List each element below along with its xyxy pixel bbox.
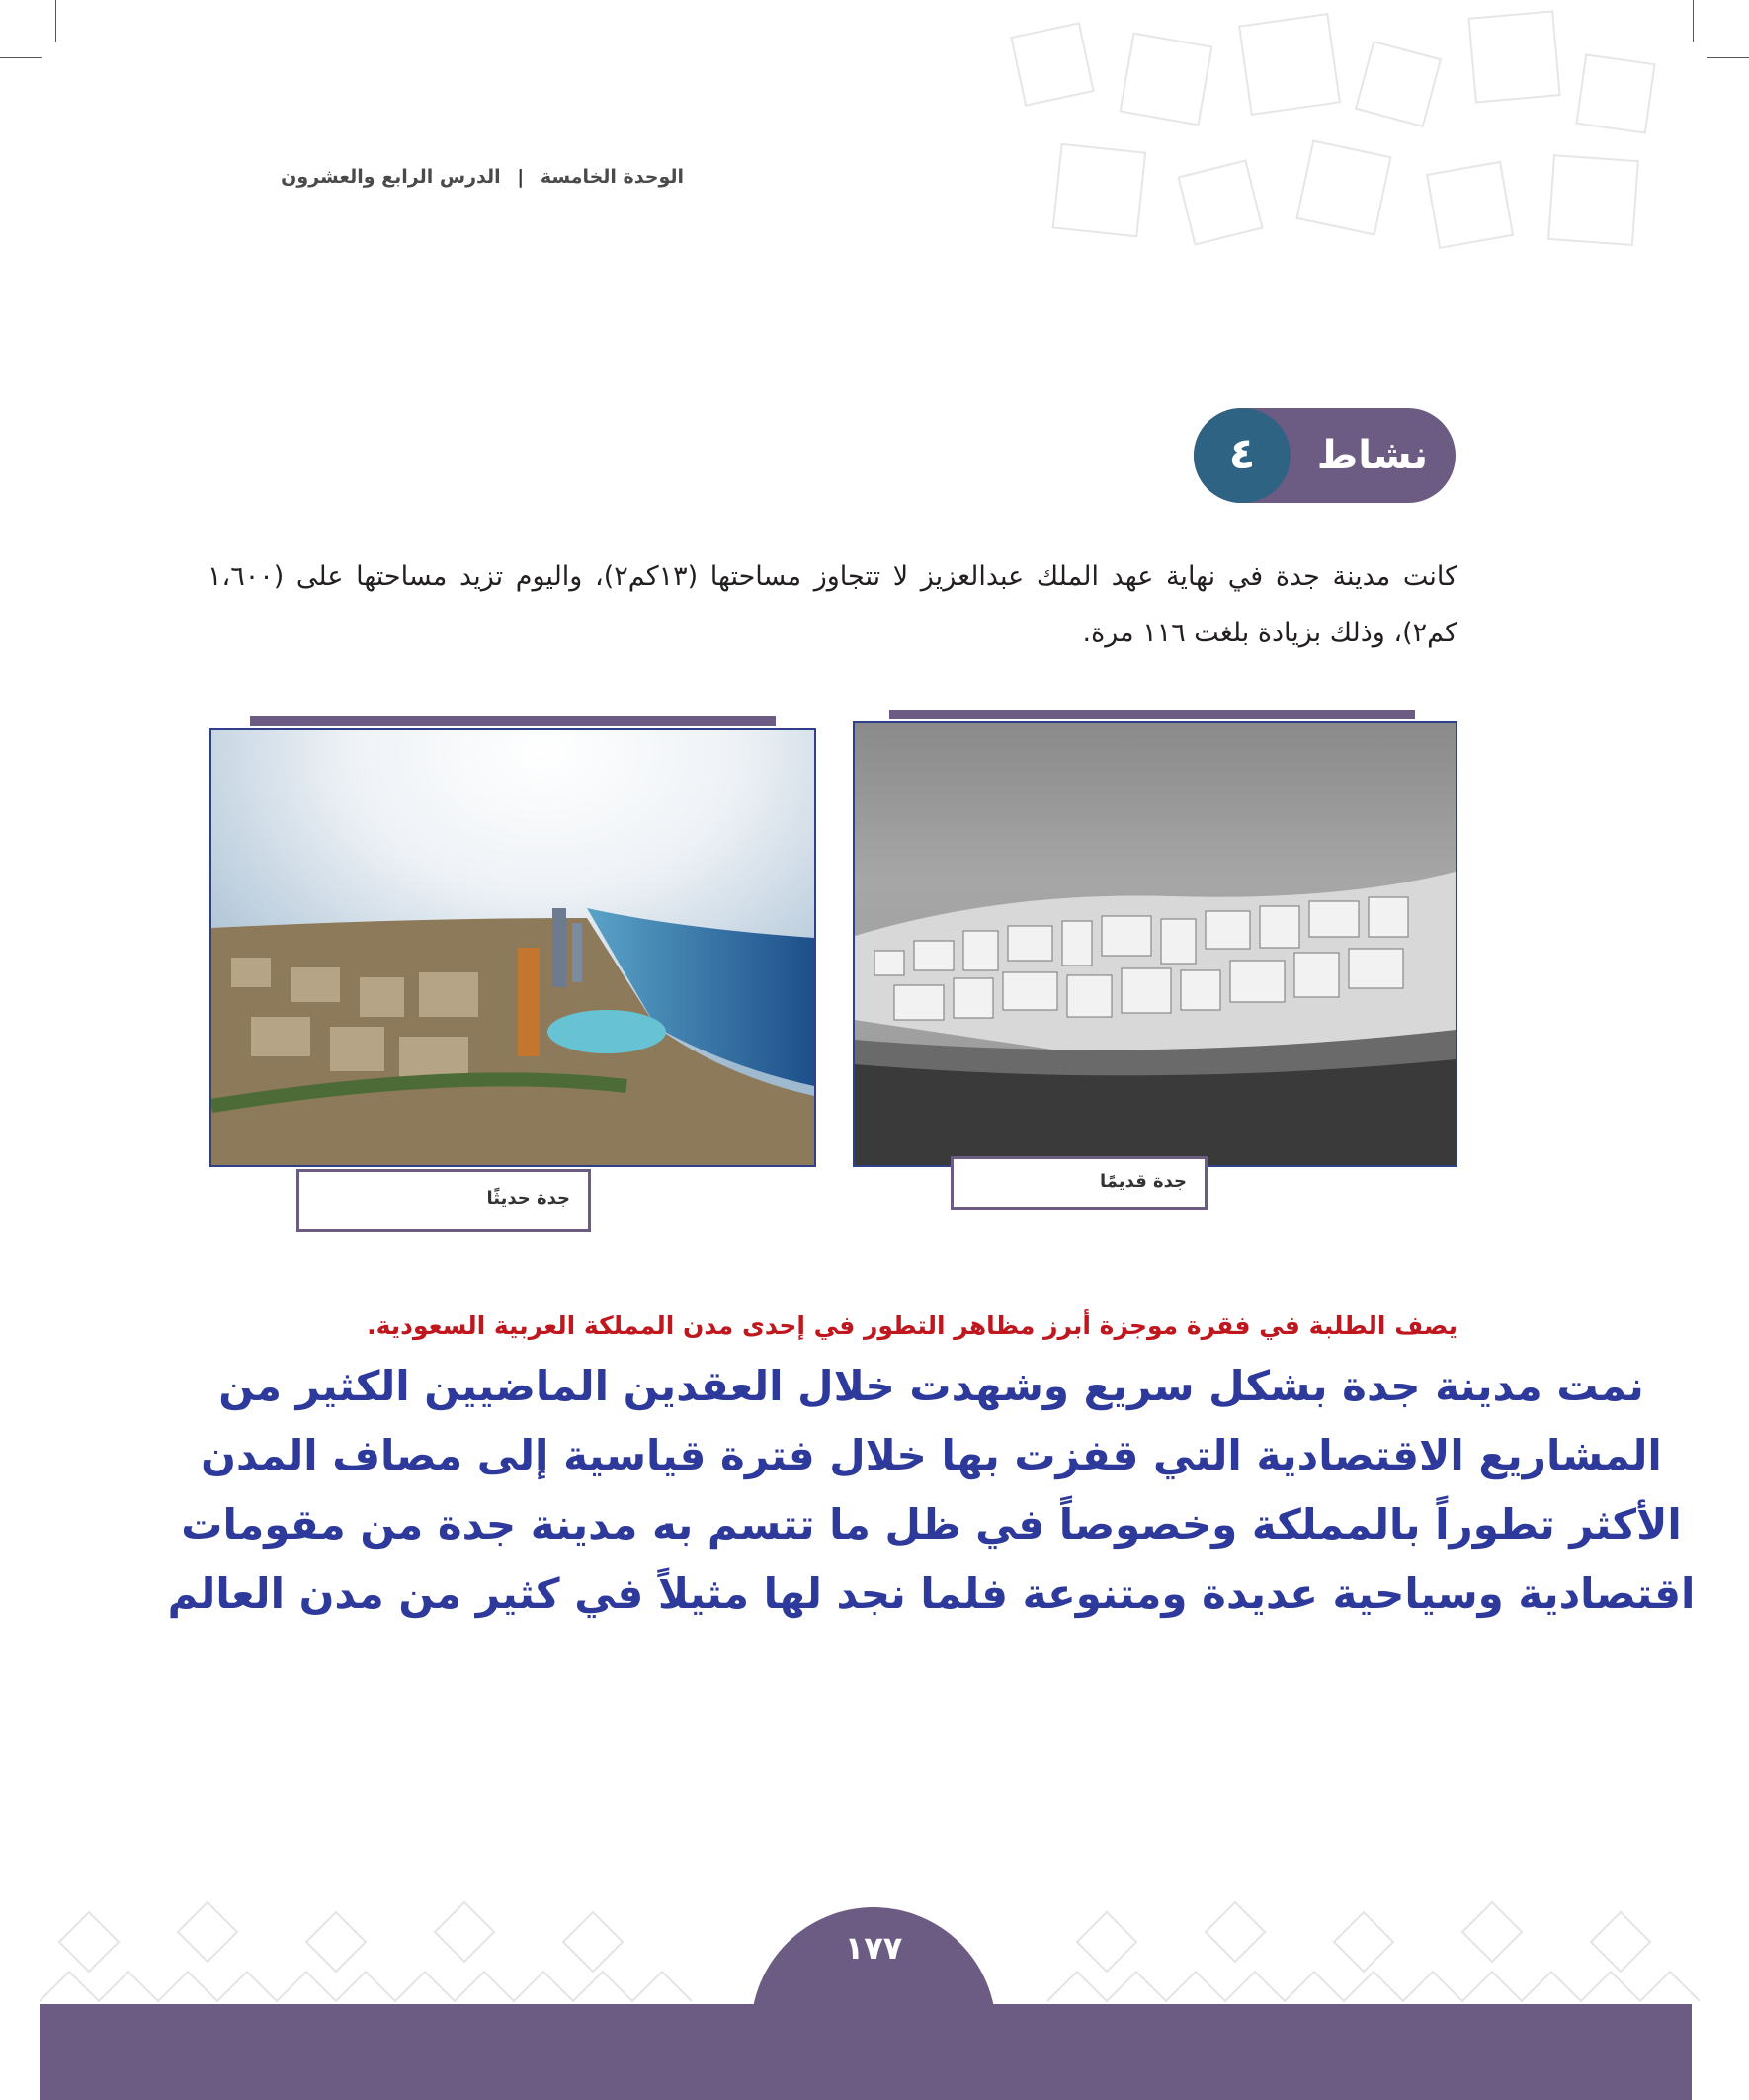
modern-jeddah-caption: جدة حديثًا xyxy=(296,1169,591,1232)
modern-city-image xyxy=(211,730,814,1165)
activity-tab xyxy=(1194,408,1456,503)
lesson-label: الدرس الرابع والعشرون xyxy=(281,166,501,188)
crop-mark xyxy=(1707,57,1749,58)
crop-mark xyxy=(1693,2058,1694,2100)
running-header xyxy=(209,166,684,188)
modern-jeddah-photo xyxy=(209,728,816,1167)
decorative-squares xyxy=(978,0,1690,296)
old-jeddah-photo xyxy=(853,721,1458,1167)
header-separator: | xyxy=(517,166,525,188)
crop-mark xyxy=(0,2042,42,2043)
page-number: ١٧٧ xyxy=(844,1929,903,1967)
intro-paragraph: كانت مدينة جدة في نهاية عهد الملك عبدالعزيز لا تتجاوز مساحتها (١٣كم٢)، واليوم تزيد مساحتها على (١،٦٠٠ كم٢)، وذلك بزيادة بلغت ١١٦ مرة. xyxy=(208,561,1458,648)
old-city-image xyxy=(855,723,1456,1165)
activity-number: ٤ xyxy=(1194,408,1291,503)
crop-mark xyxy=(1693,0,1694,42)
activity-label: نشاط xyxy=(1316,433,1428,478)
instruction-text: يصف الطلبة في فقرة موجزة أبرز مظاهر التطور في إحدى مدن المملكة العربية السعودية. xyxy=(367,1311,1458,1340)
photo-top-bar xyxy=(889,710,1415,719)
unit-label: الوحدة الخامسة xyxy=(540,166,684,188)
crop-mark xyxy=(1707,2042,1749,2043)
old-jeddah-caption: جدة قديمًا xyxy=(951,1156,1208,1210)
crop-mark xyxy=(0,57,42,58)
answer-paragraph: نمت مدينة جدة بشكل سريع وشهدت خلال العقدين الماضيين الكثير من المشاريع الاقتصادية التي قفزت بها خلال فترة قياسية إلى مصاف المدن الأكثر تطوراً بالمملكة وخصوصاً في ظل ما تتسم به مدينة جدة من مقومات اقتصادية وسياحية عديدة ومتنوعة فلما نجد لها مثيلاً في كثير من مدن العالم xyxy=(167,1362,1696,1618)
crop-mark xyxy=(55,0,56,42)
photo-top-bar xyxy=(250,716,776,726)
